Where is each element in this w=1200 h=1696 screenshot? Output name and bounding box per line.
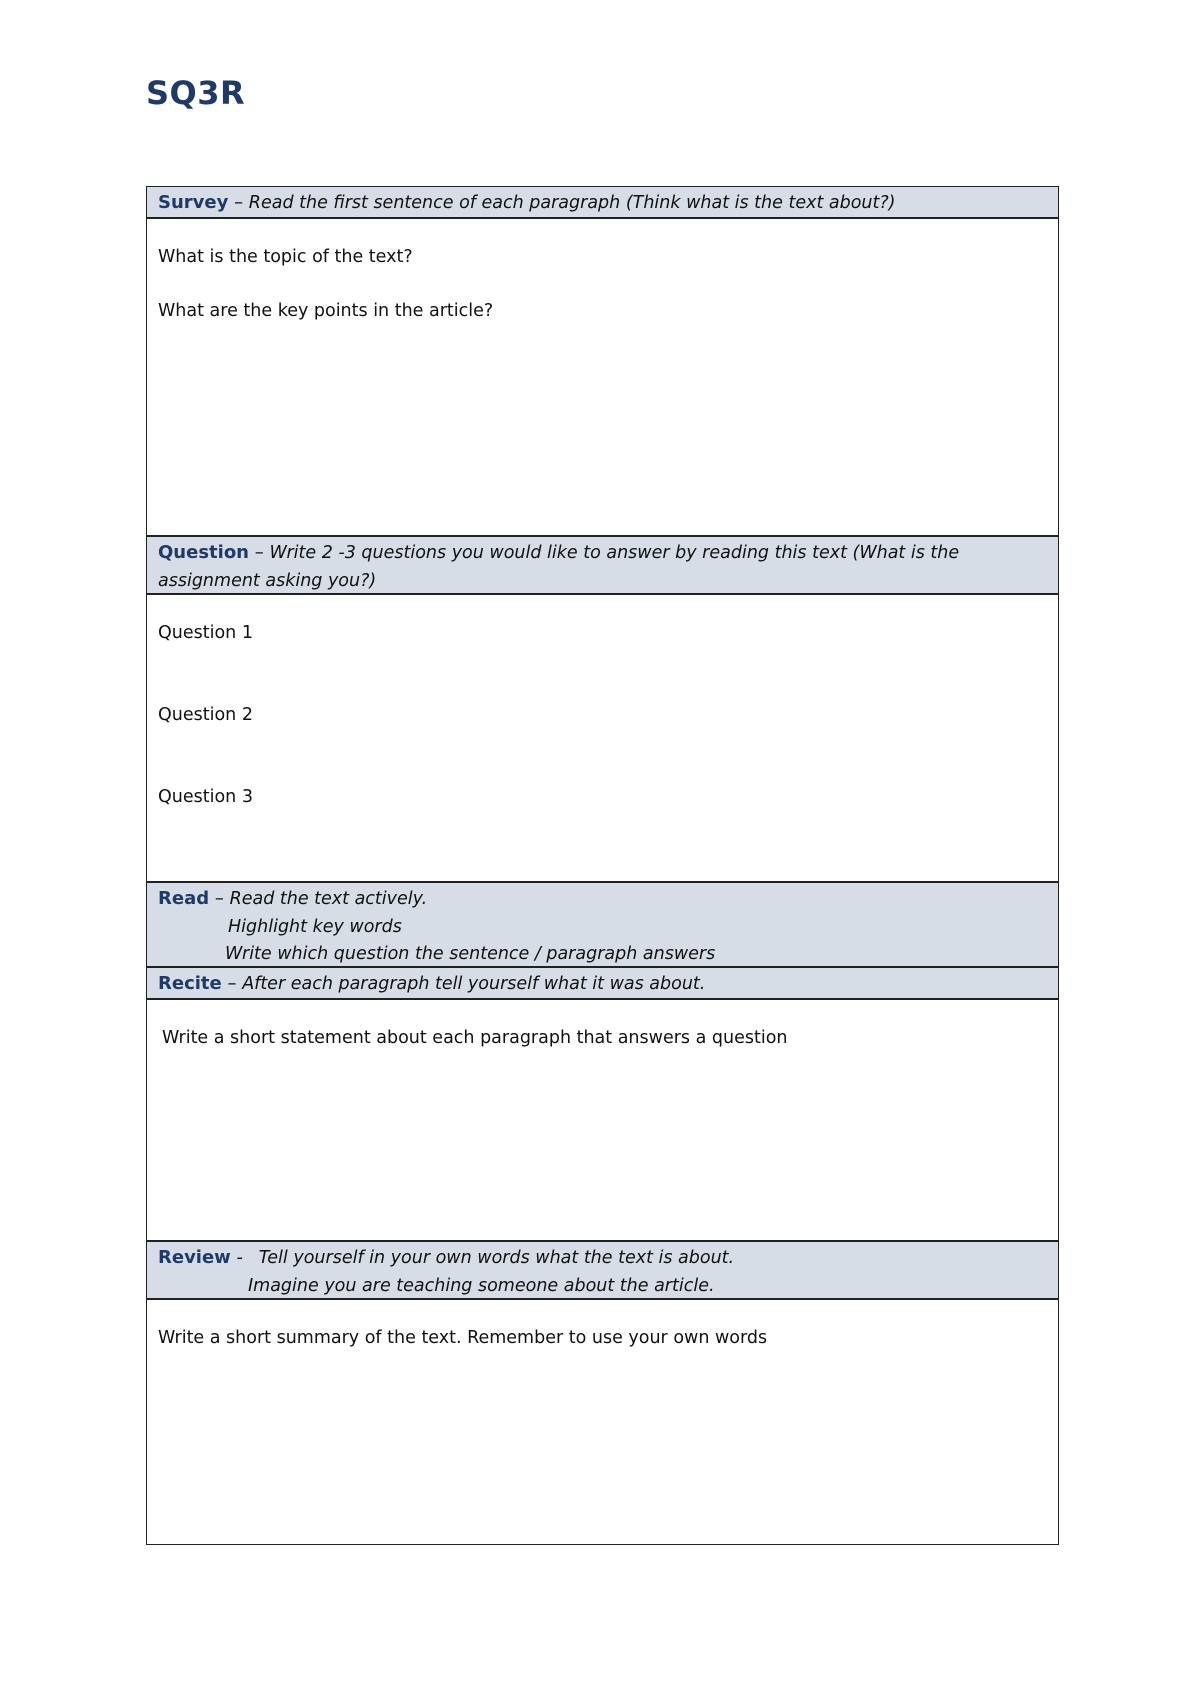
read-question-line: Write which question the sentence / paragraph answers [225, 944, 716, 964]
sq3r-table [146, 186, 1059, 1545]
recite-prompt: Write a short statement about each paragraph that answers a question [162, 1028, 788, 1048]
recite-title: Recite [158, 973, 222, 994]
page-title: SQ3R [146, 74, 246, 112]
review-header [147, 1240, 1058, 1300]
read-dash: – [209, 888, 230, 909]
review-dash: - [230, 1247, 249, 1268]
survey-header [147, 187, 1058, 219]
survey-keypoints-prompt: What are the key points in the article? [158, 301, 494, 321]
question-1-label: Question 1 [158, 623, 253, 643]
question-2-label: Question 2 [158, 705, 253, 725]
question-3-label: Question 3 [158, 787, 253, 807]
recite-header [147, 968, 1058, 1000]
recite-instruction: After each paragraph tell yourself what it was about. [242, 974, 706, 994]
question-answer-area[interactable] [147, 595, 1058, 881]
recite-dash: – [221, 973, 243, 994]
review-instruction: Tell yourself in your own words what the text is about. [258, 1248, 735, 1268]
review-title: Review [158, 1247, 231, 1268]
question-instruction: Write 2 -3 questions you would like to answer by reading this text (What is the assignment asking you?) [158, 543, 960, 591]
survey-topic-prompt: What is the topic of the text? [158, 247, 413, 267]
read-header [147, 881, 1058, 968]
review-answer-area[interactable] [147, 1300, 1058, 1544]
review-teach-line: Imagine you are teaching someone about the article. [248, 1276, 715, 1296]
question-header [147, 535, 1058, 595]
survey-instruction: Read the first sentence of each paragraph (Think what is the text about?) [248, 193, 896, 213]
recite-answer-area[interactable] [147, 1000, 1058, 1240]
survey-title: Survey [158, 192, 229, 213]
read-instruction: Read the text actively. [229, 889, 428, 909]
read-highlight-line: Highlight key words [228, 917, 402, 937]
review-prompt: Write a short summary of the text. Remember to use your own words [158, 1328, 768, 1348]
question-dash: – [249, 542, 270, 563]
read-title: Read [158, 888, 210, 909]
survey-dash: – [228, 192, 249, 213]
survey-answer-area[interactable] [147, 219, 1058, 535]
question-title: Question [158, 542, 249, 563]
